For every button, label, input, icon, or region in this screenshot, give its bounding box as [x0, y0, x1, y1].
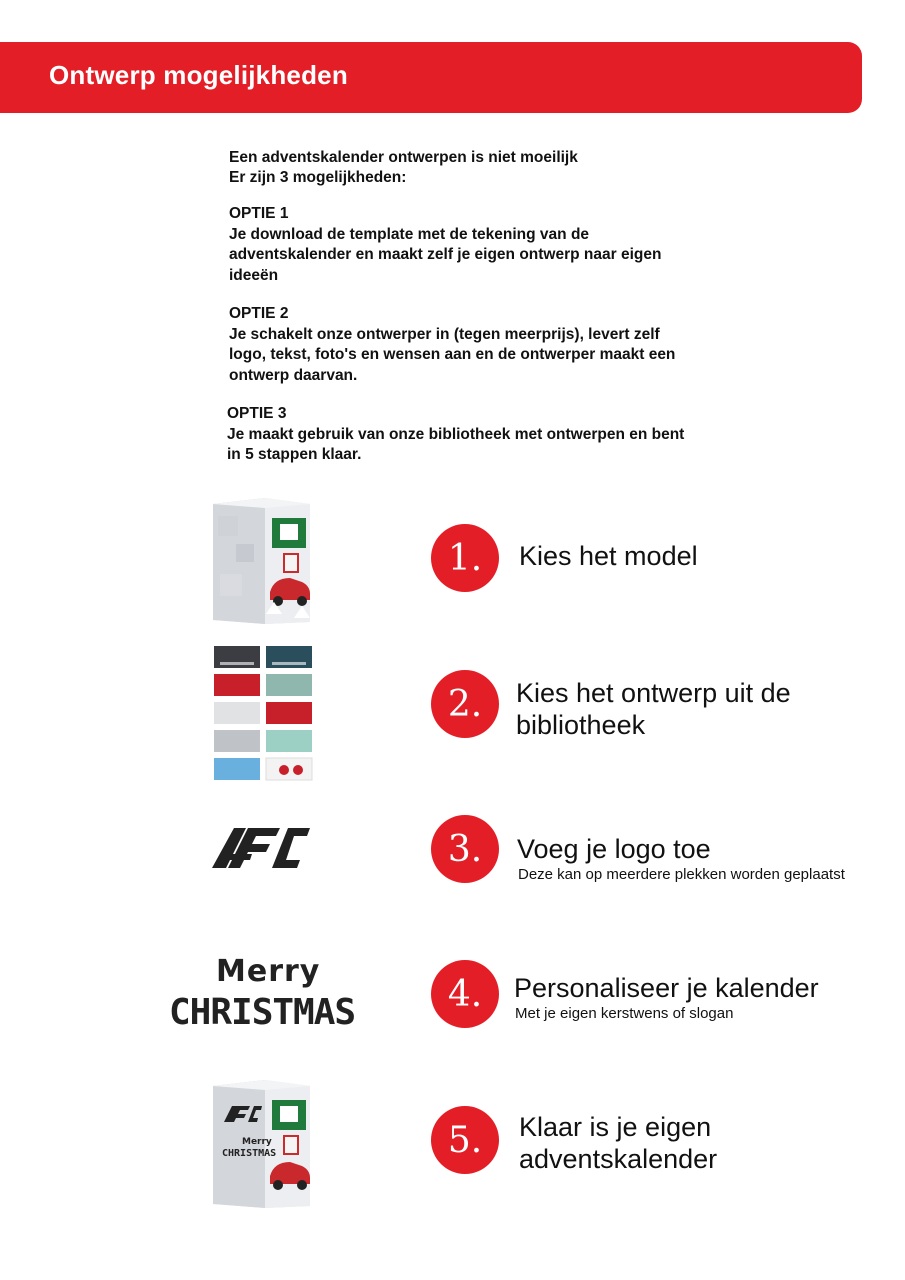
- step-title-line: Klaar is je eigen: [519, 1112, 712, 1142]
- design-library-image: [214, 644, 314, 787]
- option-title: OPTIE 1: [229, 205, 289, 222]
- calendar-box-image: [210, 494, 314, 629]
- step-title-4: [514, 972, 819, 1004]
- step-number-5: 5.: [431, 1106, 499, 1174]
- finished-calendar-image: [210, 1076, 314, 1213]
- step-number-2: 2.: [431, 670, 499, 738]
- option-line: in 5 stappen klaar.: [227, 446, 362, 463]
- option-line: Je download de template met de tekening van de: [229, 225, 590, 243]
- step-title-line: Kies het ontwerp uit de: [516, 678, 791, 708]
- step-title-1: [519, 540, 698, 572]
- step-title-line: bibliotheek: [516, 710, 646, 740]
- option-1: [229, 204, 661, 286]
- page-title: Ontwerp mogelijkheden: [49, 60, 348, 90]
- christmas-text: CHRISTMAS: [169, 992, 356, 1033]
- step-subtitle-3: Deze kan op meerdere plekken worden geplaatst: [518, 866, 845, 883]
- option-2: [229, 304, 675, 386]
- intro-line: Er zijn 3 mogelijkheden:: [229, 169, 407, 186]
- option-line: Je maakt gebruik van onze bibliotheek met ontwerpen en bent: [227, 425, 685, 443]
- step-subtitle-4: Met je eigen kerstwens of slogan: [515, 1005, 734, 1022]
- step-title-5: [519, 1111, 717, 1175]
- option-line: adventskalender en maakt zelf je eigen ontwerp naar eigen: [229, 246, 662, 263]
- option-title: OPTIE 2: [229, 305, 289, 322]
- step-title-line: Kies het model: [519, 541, 698, 571]
- step-title-line: Personaliseer je kalender: [514, 973, 819, 1003]
- header-bar: [0, 42, 862, 113]
- option-line: ideeën: [229, 266, 279, 284]
- option-line: Je schakelt onze ontwerper in (tegen meerprijs), levert zelf: [229, 325, 660, 343]
- intro-line: Een adventskalender ontwerpen is niet moeilijk: [229, 149, 578, 166]
- step-title-2: [516, 677, 791, 741]
- intro-text: [229, 148, 578, 188]
- merry-text: Merry: [216, 954, 321, 989]
- option-title: OPTIE 3: [227, 405, 287, 422]
- option-line: ontwerp daarvan.: [229, 366, 358, 384]
- company-logo-image: [212, 826, 312, 875]
- option-line: logo, tekst, foto's en wensen aan en de ontwerper maakt een: [229, 346, 676, 363]
- step-number-1: 1.: [431, 524, 499, 592]
- box-christmas-text: CHRISTMAS: [222, 1148, 277, 1159]
- step-title-line: Voeg je logo toe: [517, 834, 711, 864]
- option-3: [227, 404, 684, 466]
- step-number-4: 4.: [431, 960, 499, 1028]
- step-number-3: 3.: [431, 815, 499, 883]
- step-title-3: [517, 833, 711, 865]
- step-title-line: adventskalender: [519, 1144, 718, 1174]
- box-merry-text: Merry: [242, 1137, 272, 1147]
